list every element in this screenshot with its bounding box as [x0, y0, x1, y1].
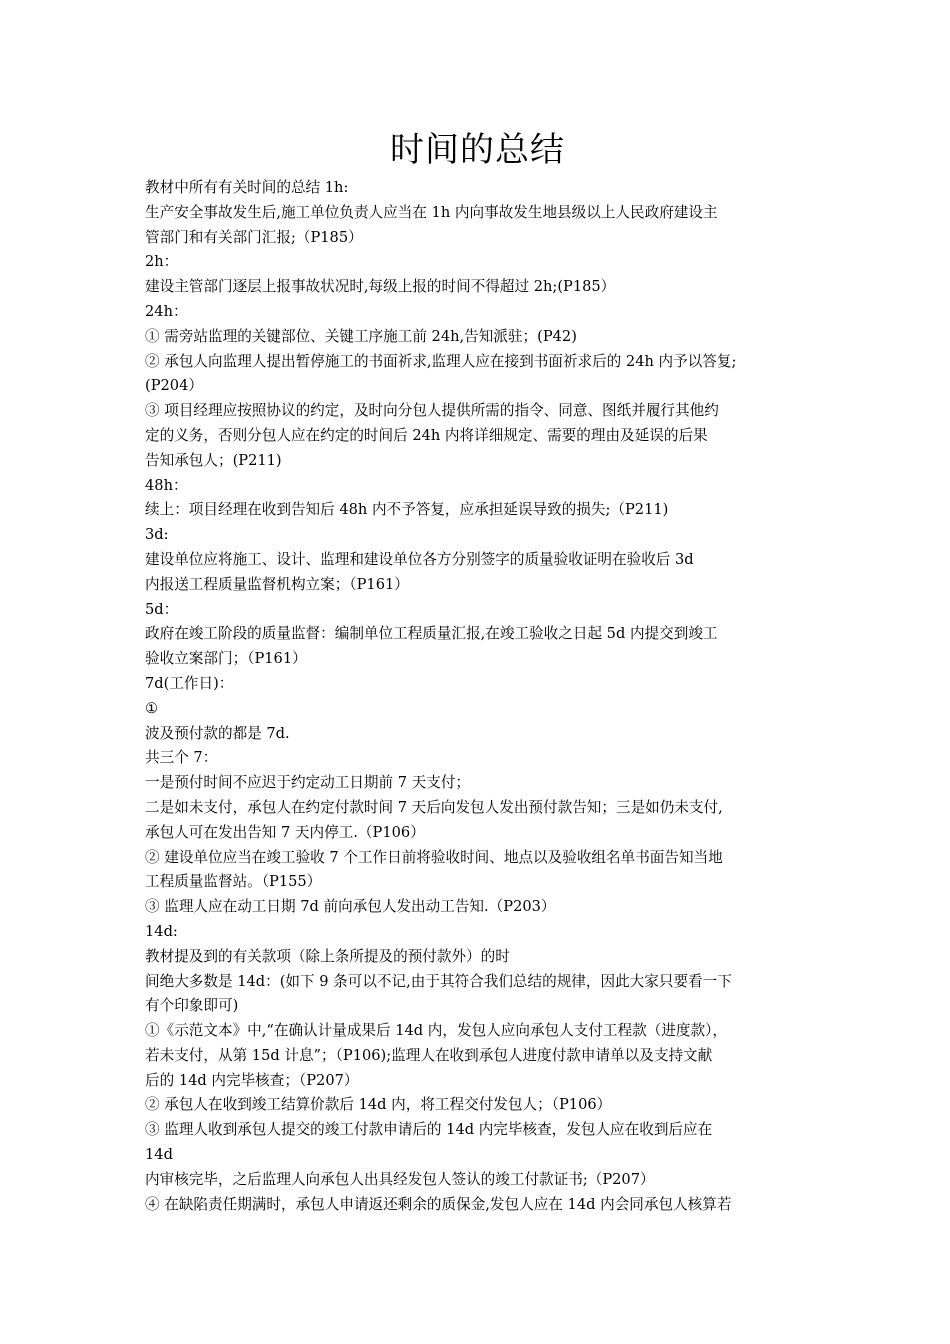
text-line: ③ 监理人应在动工日期 7d 前向承包人发出动工告知.（P203） [145, 898, 556, 916]
text-line: 14d [145, 1146, 173, 1164]
text-line: 若未支付，从第 15d 计息”；（P106);监理人在收到承包人进度付款申请单以及支持文献 [145, 1046, 713, 1064]
text-line: 间绝大多数是 14d：(如下 9 条可以不记,由于其符合我们总结的规律，因此大家只要看一下 [145, 972, 732, 990]
text-line: 管部门和有关部门汇报;（P185） [145, 228, 363, 246]
text-line: 二是如未支付，承包人在约定付款时间 7 天后向发包人发出预付款告知；三是如仍未支付, [145, 798, 723, 816]
text-line: 后的 14d 内完毕核查；（P207） [145, 1071, 359, 1089]
document-body [145, 176, 810, 1217]
text-line: 48h： [145, 476, 188, 494]
text-line: 承包人可在发出告知 7 天内停工.（P106） [145, 823, 425, 841]
text-line: 政府在竣工阶段的质量监督：编制单位工程质量汇报,在竣工验收之日起 5d 内提交到竣工 [145, 625, 718, 643]
text-line: 14d: [145, 922, 178, 940]
text-line: ① [145, 699, 159, 717]
text-line: ① 需旁站监理的关键部位、关键工序施工前 24h,告知派驻；(P42) [145, 327, 577, 345]
text-line: ③ 项目经理应按照协议的约定，及时向分包人提供所需的指令、同意、图纸并履行其他约 [145, 402, 719, 420]
text-line: ③ 监理人收到承包人提交的竣工付款申请后的 14d 内完毕核查，发包人应在收到后应在 [145, 1121, 713, 1139]
text-line: ①《示范文本》中,“在确认计量成果后 14d 内，发包人应向承包人支付工程款（进度款）， [145, 1022, 727, 1040]
text-line: 教材中所有有关时间的总结 1h: [145, 179, 349, 196]
text-line: ② 建设单位应当在竣工验收 7 个工作日前将验收时间、地点以及验收组名单书面告知当地 [145, 848, 723, 866]
text-line: 工程质量监督站。（P155） [145, 873, 322, 891]
text-line: 波及预付款的都是 7d. [145, 724, 290, 742]
text-line: 生产安全事故发生后,施工单位负责人应当在 1h 内向事故发生地县级以上人民政府建设主 [145, 203, 718, 221]
text-line: 5d： [145, 600, 179, 618]
text-line: 定的义务，否则分包人应在约定的时间后 24h 内将详细规定、需要的理由及延误的后果 [145, 426, 708, 444]
text-line: ② 承包人在收到竣工结算价款后 14d 内，将工程交付发包人；（P106） [145, 1096, 612, 1114]
text-line: 建设主管部门逐层上报事故状况时,每级上报的时间不得超过 2h;(P185） [145, 278, 616, 296]
text-line: 有个印象即可) [145, 997, 239, 1015]
text-line: 续上：项目经理在收到告知后 48h 内不予答复，应承担延误导致的损失;（P211) [145, 501, 669, 519]
text-line: 教材提及到的有关款项（除上条所提及的预付款外）的时 [145, 947, 510, 965]
text-line: (P204） [145, 377, 203, 395]
text-line: 内报送工程质量监督机构立案；（P161） [145, 575, 409, 593]
text-line: 建设单位应将施工、设计、监理和建设单位各方分别签字的质量验收证明在验收后 3d [145, 550, 694, 568]
document-page [145, 126, 810, 1217]
text-line: ② 承包人向监理人提出暂停施工的书面祈求,监理人应在接到书面祈求后的 24h 内予以答复; [145, 352, 737, 370]
text-line: 3d: [145, 526, 169, 544]
text-line: 共三个 7： [145, 749, 218, 767]
document-title: 时间的总结 [390, 130, 565, 170]
text-line: 2h： [145, 253, 179, 271]
text-line: ④ 在缺陷责任期满时，承包人申请返还剩余的质保金,发包人应在 14d 内会同承包人核算若 [145, 1195, 732, 1213]
text-line: 内审核完毕，之后监理人向承包人出具经发包人签认的竣工付款证书;（P207） [145, 1170, 655, 1188]
text-line: 验收立案部门；（P161） [145, 650, 307, 668]
text-line: 24h： [145, 302, 188, 320]
text-line: 7d(工作日)： [145, 674, 234, 692]
text-line: 一是预付时间不应迟于约定动工日期前 7 天支付； [145, 774, 471, 792]
text-line: 告知承包人；(P211) [145, 451, 282, 469]
